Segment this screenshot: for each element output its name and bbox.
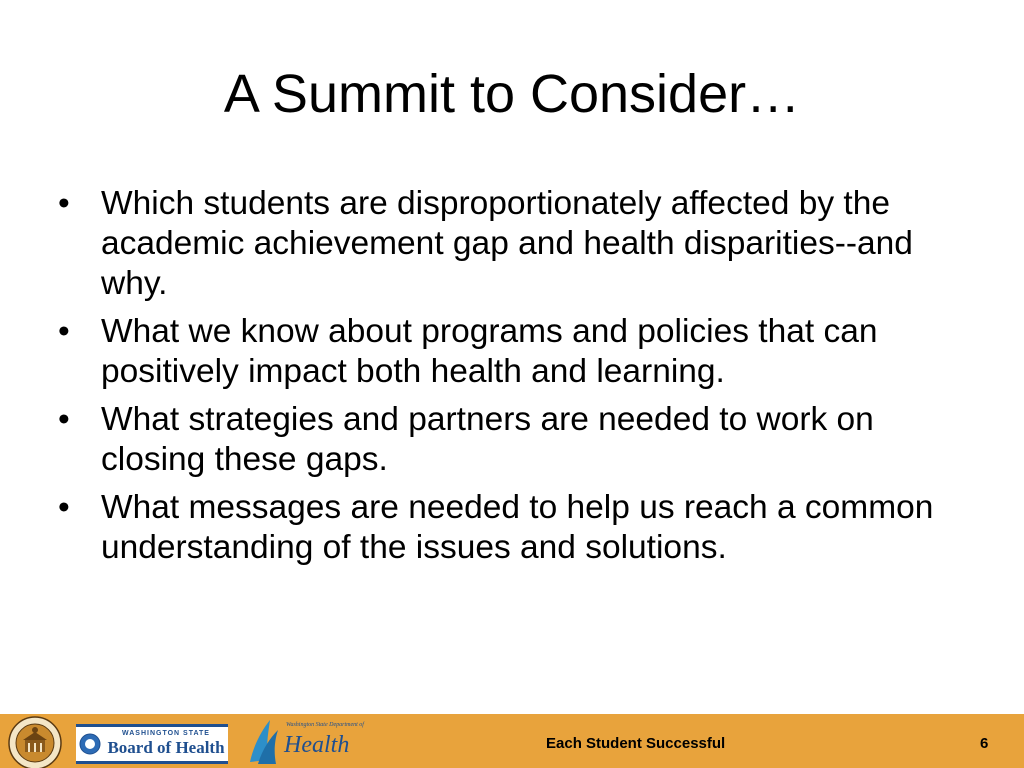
bullet-marker: • (58, 489, 70, 526)
list-item (58, 184, 968, 304)
footer-tagline: Each Student Successful (546, 735, 726, 752)
bullet-marker: • (58, 313, 70, 350)
bullet-marker: • (58, 185, 70, 222)
board-of-health-logo (76, 724, 228, 764)
bullet-marker: • (58, 401, 70, 438)
board-logo-top-text: WASHINGTON STATE (122, 730, 210, 737)
bullet-list (58, 184, 968, 576)
bullet-text: What messages are needed to help us reach a common understanding of the issues and solutions. (101, 489, 934, 566)
page-number: 6 (980, 735, 989, 752)
bullet-text: What strategies and partners are needed to work on closing these gaps. (101, 401, 874, 478)
footer-bar (0, 714, 1024, 768)
doh-logo-top-text: Washington State Department of (286, 722, 364, 728)
bullet-text: Which students are disproportionately affected by the academic achievement gap and health disparities--and why. (101, 185, 913, 302)
department-of-health-logo (244, 714, 368, 768)
board-logo-name-text: Board of Health (107, 738, 225, 757)
list-item (58, 400, 968, 480)
slide-title: A Summit to Consider… (223, 64, 801, 124)
list-item (58, 488, 968, 568)
state-seal-icon (8, 716, 62, 768)
doh-logo-name-text: Health (284, 732, 350, 758)
list-item (58, 312, 968, 392)
bullet-text: What we know about programs and policies that can positively impact both health and learning. (101, 313, 878, 390)
